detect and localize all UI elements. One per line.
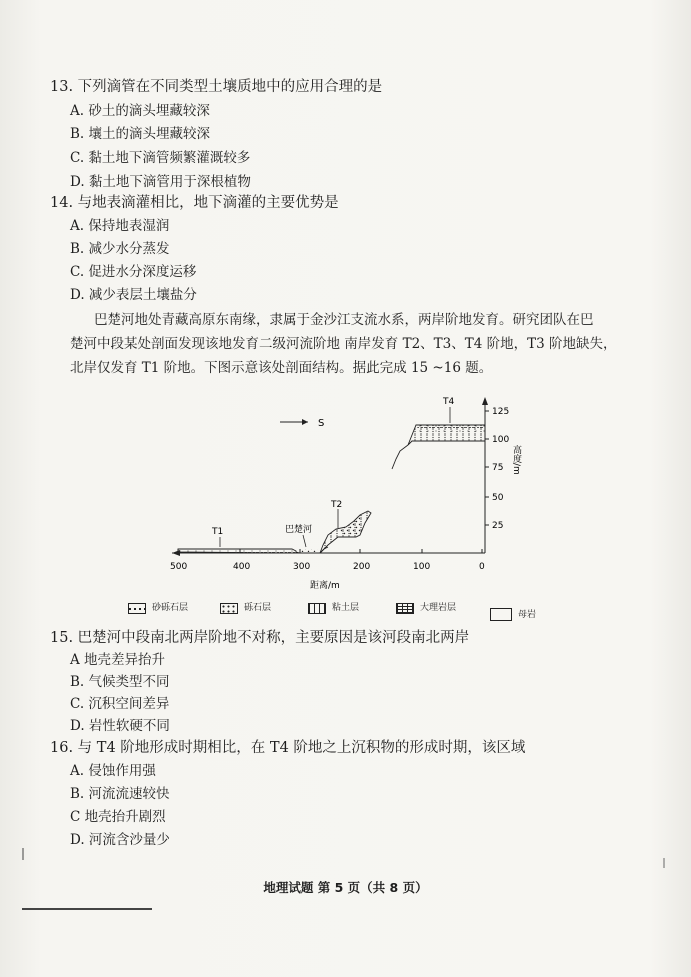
- y-tick-label: 125: [492, 407, 510, 417]
- legend-swatch-gravel: [220, 603, 238, 614]
- cross-section-figure: [160, 385, 540, 595]
- question-15-option-c: C. 沉积空间差异: [70, 696, 170, 712]
- legend-clay: [308, 602, 359, 614]
- y-tick-label: 75: [492, 463, 504, 473]
- page-footer: 地理试题 第 5 页（共 8 页）: [263, 880, 428, 895]
- passage-line: 巴楚河地处青藏高原东南缘，隶属于金沙江支流水系，两岸阶地发育。研究团队在巴: [94, 312, 594, 328]
- y-axis-title: 高度/m: [511, 445, 521, 475]
- legend-label: 砾石层: [244, 603, 272, 613]
- scan-artifact-line: [22, 908, 152, 910]
- passage-line: 楚河中段某处剖面发现该地发育二级河流阶地 南岸发育 T2、T3、T4 阶地，T3 阶地缺失，: [70, 336, 617, 352]
- question-15-stem: 15. 巴楚河中段南北两岸阶地不对称，主要原因是该河段南北两岸: [50, 630, 470, 646]
- x-tick-label: 100: [413, 562, 431, 572]
- legend-marble: [396, 602, 456, 614]
- legend-sandgravel: [128, 602, 188, 614]
- t4-slope: [392, 445, 408, 469]
- x-tick-label: 0: [479, 562, 485, 572]
- passage-line: 北岸仅发育 T1 阶地。下图示意该处剖面结构。据此完成 15 ~16 题。: [70, 360, 493, 376]
- question-14-option-b: B. 减少水分蒸发: [70, 241, 170, 257]
- x-tick-label: 200: [353, 562, 371, 572]
- t1-terrace: [178, 549, 296, 553]
- y-tick-label: 25: [492, 521, 504, 531]
- y-tick-label: 100: [492, 435, 510, 445]
- legend-gravel: [220, 602, 271, 614]
- x-tick-label: 400: [233, 562, 251, 572]
- river-label: 巴楚河: [285, 525, 313, 535]
- legend-label: 母岩: [518, 609, 537, 620]
- question-13-option-b: B. 壤土的滴头埋藏较深: [70, 126, 211, 142]
- scan-artifact-mark: [22, 848, 24, 860]
- river-pointer: [303, 535, 306, 547]
- legend-swatch-clay: [308, 603, 326, 614]
- x-axis-title: 距离/m: [310, 581, 340, 591]
- question-16-stem: 16. 与 T4 阶地形成时期相比，在 T4 阶地之上沉积物的形成时期，该区域: [50, 740, 526, 756]
- y-axis-arrow: [482, 397, 488, 405]
- legend-swatch-bedrock: [490, 608, 512, 621]
- question-15-option-d: D. 岩性软硬不同: [70, 718, 170, 734]
- t1-label: T1: [212, 527, 224, 537]
- question-16-option-d: D. 河流含沙量少: [70, 832, 170, 848]
- y-tick-marks: [485, 411, 489, 525]
- direction-label: S: [318, 418, 325, 429]
- x-tick-label: 500: [170, 562, 188, 572]
- question-13-stem: 13. 下列滴管在不同类型土壤质地中的应用合理的是: [50, 79, 383, 95]
- question-16-option-a: A. 侵蚀作用强: [70, 763, 156, 779]
- passage: [70, 308, 638, 380]
- direction-arrow: [280, 419, 308, 425]
- question-13-option-d: D. 黏土地下滴管用于深根植物: [70, 174, 251, 190]
- t4-label: T4: [443, 397, 455, 407]
- t2-label: T2: [331, 500, 343, 510]
- scan-artifact-mark: [663, 858, 665, 868]
- legend-swatch-marble: [396, 603, 414, 614]
- x-tick-label: 300: [293, 562, 311, 572]
- question-14-option-d: D. 减少表层土壤盐分: [70, 287, 197, 303]
- question-14-option-c: C. 促进水分深度运移: [70, 264, 197, 280]
- river-bed-gravel: [301, 549, 319, 552]
- question-15-option-a: A 地壳差异抬升: [70, 652, 166, 668]
- question-15-option-b: B. 气候类型不同: [70, 674, 170, 690]
- question-16-option-b: B. 河流流速较快: [70, 786, 170, 802]
- question-13-option-c: C. 黏土地下滴管频繁灌溉较多: [70, 150, 251, 166]
- legend-label: 砂砾石层: [152, 603, 189, 613]
- question-14-stem: 14. 与地表滴灌相比，地下滴灌的主要优势是: [50, 195, 339, 211]
- legend-bedrock: [490, 608, 536, 621]
- question-14-option-a: A. 保持地表湿润: [70, 218, 170, 234]
- t4-upper-layer: [416, 425, 485, 432]
- question-16-option-c: C 地壳抬升剧烈: [70, 809, 166, 825]
- legend-label: 大理岩层: [420, 603, 457, 613]
- legend-label: 粘土层: [332, 603, 360, 613]
- y-tick-label: 50: [492, 493, 504, 503]
- question-13-option-a: A. 砂土的滴头埋藏较深: [70, 103, 210, 119]
- legend-swatch-sandgravel: [128, 603, 146, 614]
